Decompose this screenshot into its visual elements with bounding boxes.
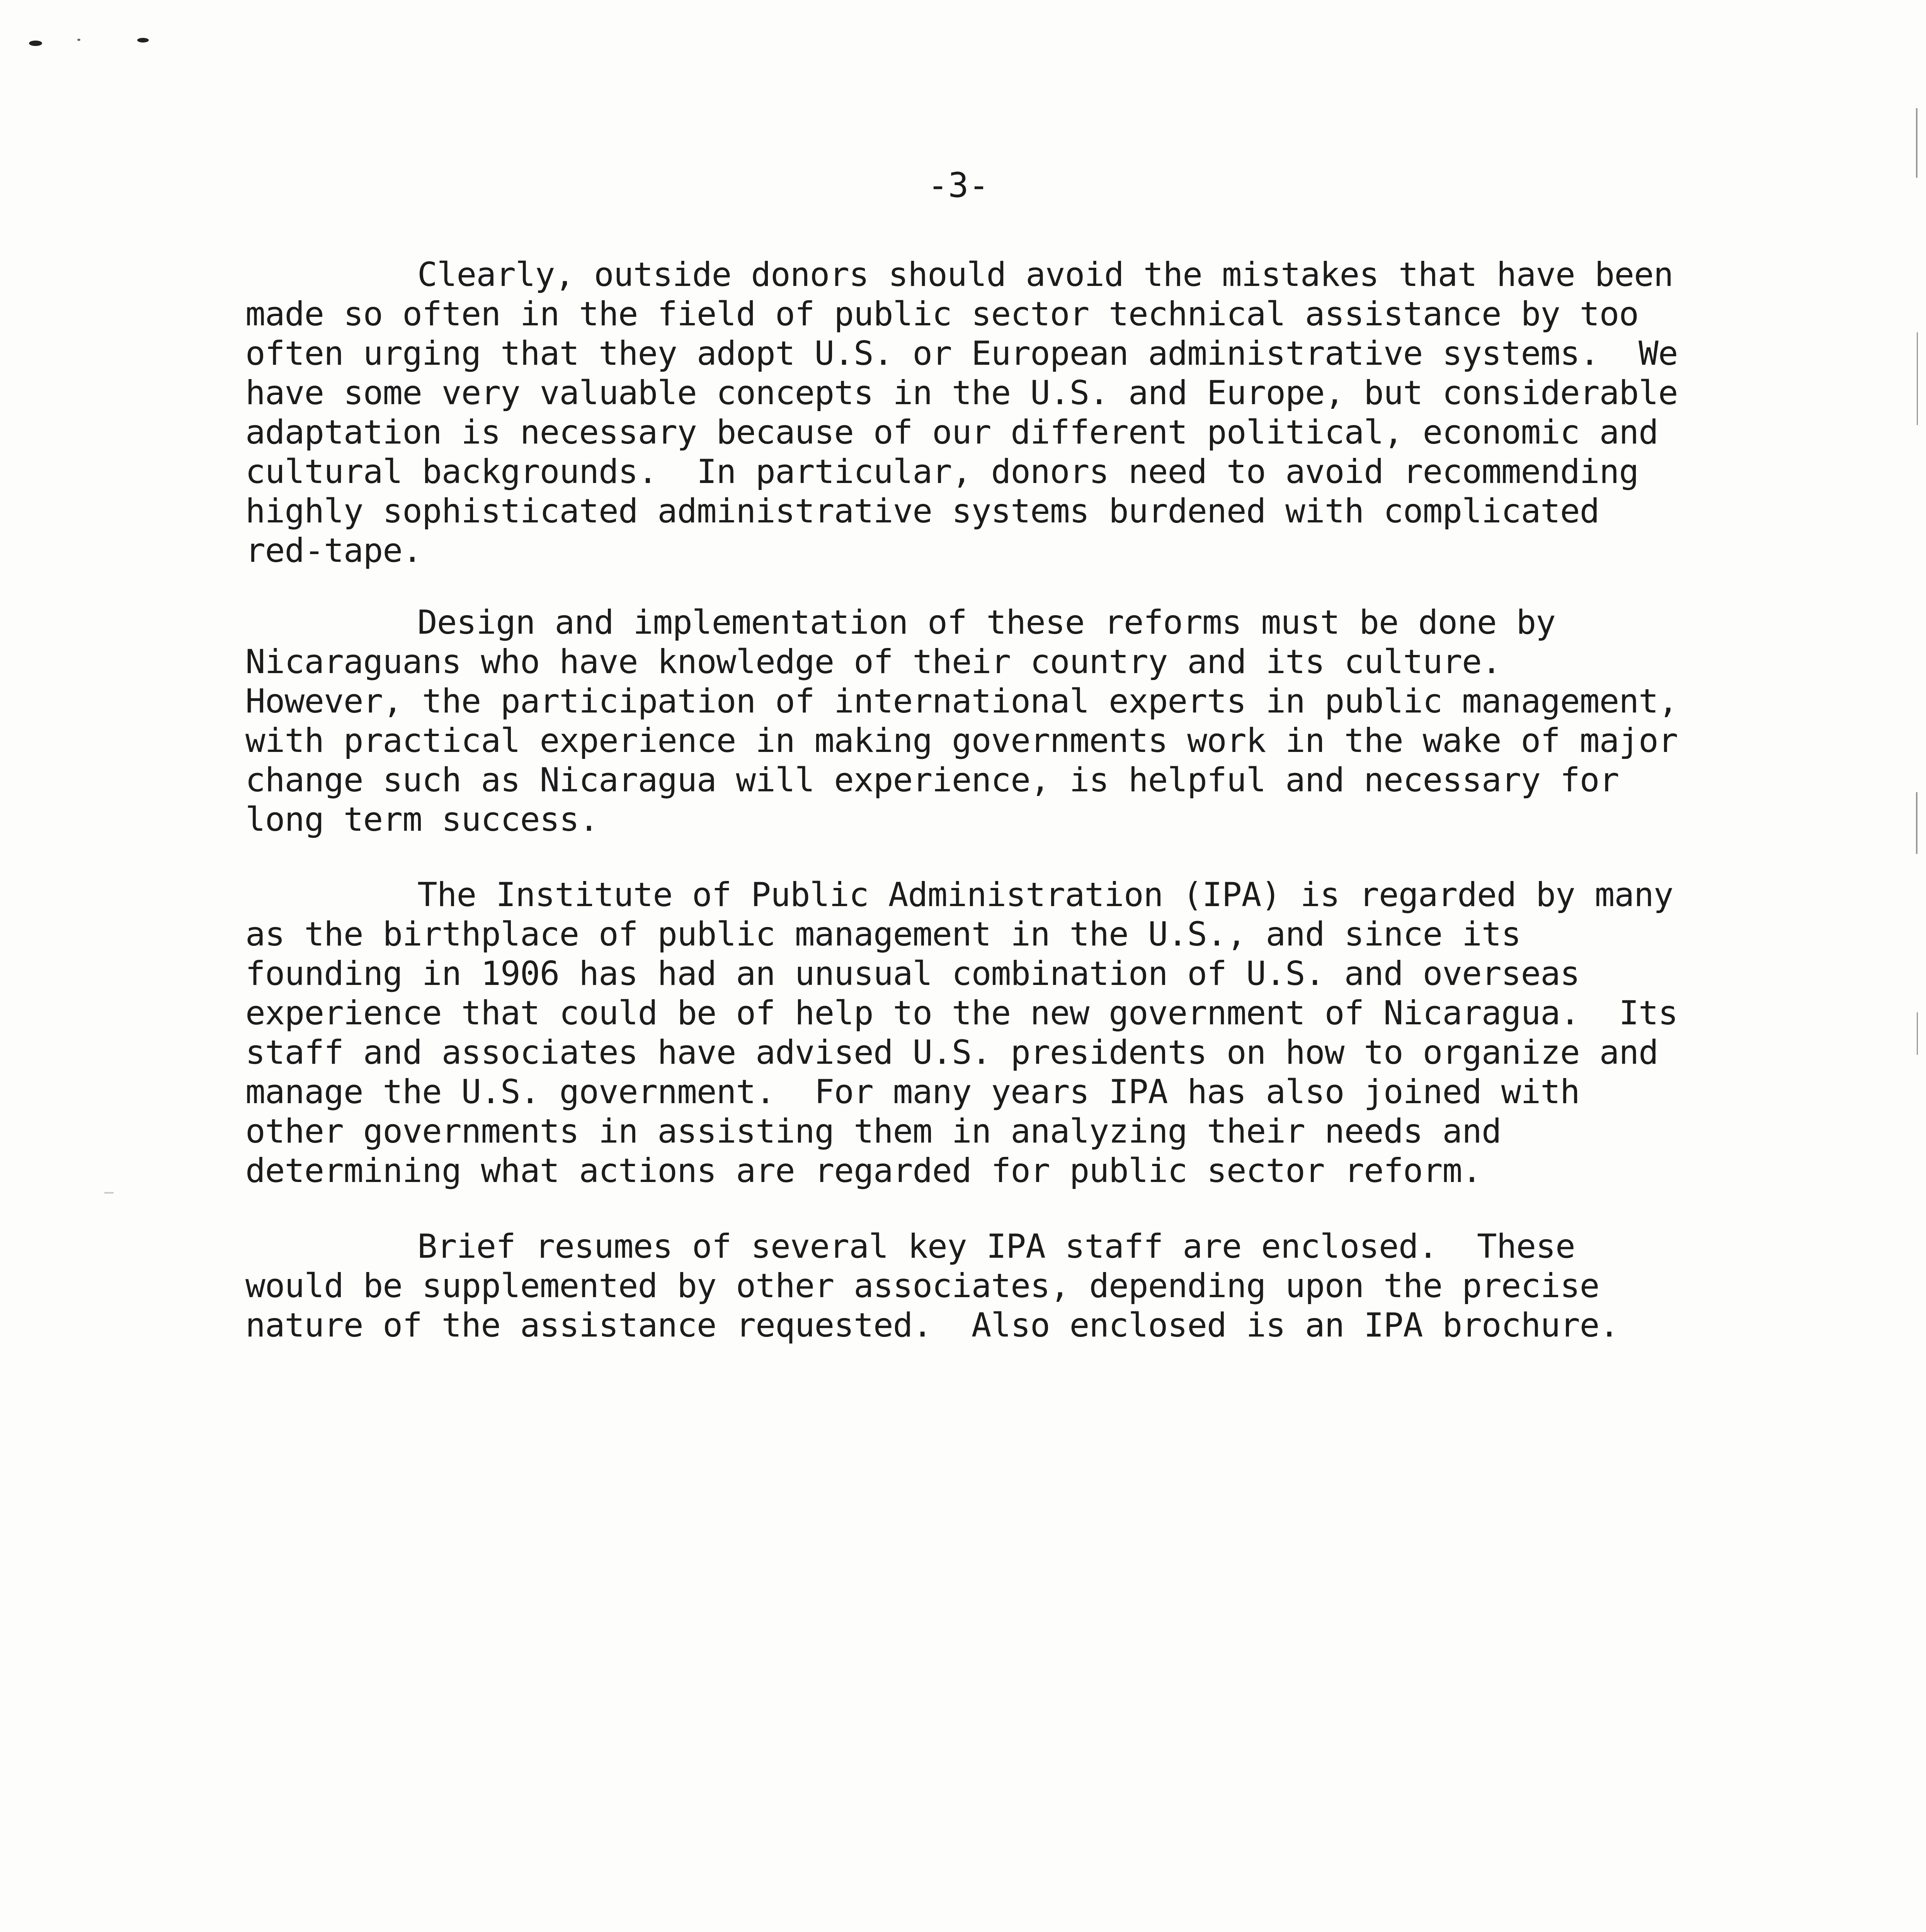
- scan-edge-mark: [1916, 792, 1917, 854]
- scan-edge-mark: [1916, 108, 1917, 178]
- paragraph-line: adaptation is necessary because of our different political, economic and: [245, 413, 1658, 452]
- paragraph-line: other governments in assisting them in analyzing their needs and: [245, 1112, 1501, 1151]
- paragraph-line: Nicaraguans who have knowledge of their country and its culture.: [245, 643, 1501, 681]
- scan-edge-mark: [104, 1192, 114, 1194]
- scan-speck: [137, 38, 149, 43]
- scan-edge-mark: [1917, 332, 1918, 425]
- paragraph-line: nature of the assistance requested. Also enclosed is an IPA brochure.: [245, 1306, 1619, 1345]
- paragraph-line: Brief resumes of several key IPA staff are enclosed. These: [417, 1227, 1575, 1266]
- paragraph-line: change such as Nicaragua will experience, is helpful and necessary for: [245, 761, 1619, 799]
- page-number: -3-: [927, 165, 989, 205]
- paragraph-line: staff and associates have advised U.S. presidents on how to organize and: [245, 1033, 1658, 1072]
- paragraph-line: long term success.: [245, 800, 599, 839]
- paragraph-line: as the birthplace of public management in the U.S., and since its: [245, 915, 1521, 954]
- paragraph-line: would be supplemented by other associates, depending upon the precise: [245, 1267, 1599, 1305]
- paragraph-line: red-tape.: [245, 531, 422, 570]
- paragraph-line: with practical experience in making governments work in the wake of major: [245, 721, 1678, 760]
- paragraph-line: determining what actions are regarded for public sector reform.: [245, 1151, 1482, 1190]
- paragraph-line: However, the participation of international experts in public management,: [245, 682, 1678, 721]
- scan-speck: [77, 39, 80, 41]
- paragraph-line: founding in 1906 has had an unusual combination of U.S. and overseas: [245, 954, 1580, 993]
- paragraph-line: The Institute of Public Administration (IPA) is regarded by many: [417, 876, 1673, 914]
- paragraph-line: highly sophisticated administrative systems burdened with complicated: [245, 492, 1599, 531]
- paragraph-line: Clearly, outside donors should avoid the mistakes that have been: [417, 255, 1673, 294]
- paragraph-line: often urging that they adopt U.S. or European administrative systems. We: [245, 334, 1678, 373]
- paragraph-line: Design and implementation of these reforms must be done by: [417, 603, 1556, 642]
- paragraph-1: [245, 255, 1683, 570]
- scan-edge-mark: [1917, 1012, 1918, 1055]
- paragraph-line: experience that could be of help to the new government of Nicaragua. Its: [245, 994, 1678, 1032]
- scan-speck: [29, 41, 42, 46]
- paragraph-3: [245, 875, 1683, 1190]
- paragraph-line: manage the U.S. government. For many years IPA has also joined with: [245, 1073, 1580, 1111]
- paragraph-line: made so often in the field of public sector technical assistance by too: [245, 295, 1639, 333]
- paragraph-line: have some very valuable concepts in the U.S. and Europe, but considerable: [245, 374, 1678, 412]
- paragraph-line: cultural backgrounds. In particular, donors need to avoid recommending: [245, 452, 1639, 491]
- paragraph-4: [245, 1227, 1683, 1345]
- paragraph-2: [245, 603, 1683, 839]
